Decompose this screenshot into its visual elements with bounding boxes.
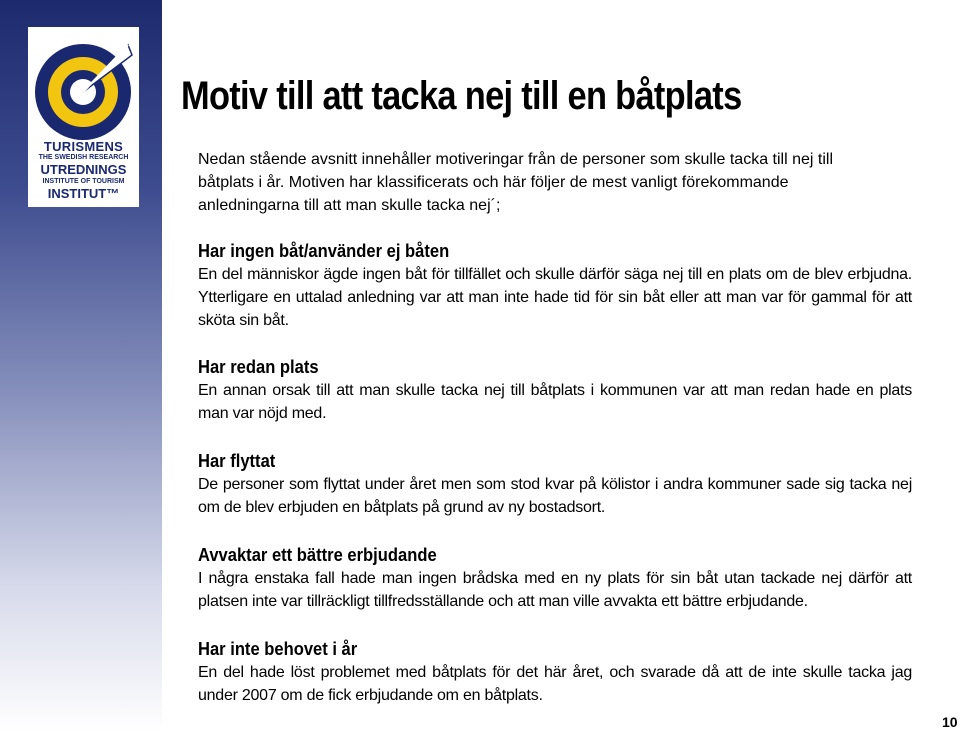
logo-text-line4: INSTITUTE OF TOURISM — [42, 178, 125, 185]
section-text: De personer som flyttat under året men som stod kvar på kölistor i andra kommuner sade sig tacka nej om de blev erbjuden en båtplats på grund av ny bostadsort. — [198, 476, 912, 516]
section-heading: Har redan plats — [198, 357, 319, 377]
page-title: Motiv till att tacka nej till en båtplats — [181, 74, 742, 118]
section-text: I några enstaka fall hade man ingen brådska med en ny plats för sin båt utan tackade nej därför att platsen inte var tillräckligt tillfredsställande och att man ville avvakta ett bättre erbjudande. — [198, 570, 912, 610]
page-number: 10 — [942, 714, 958, 730]
intro-paragraph: Nedan stående avsnitt innehåller motiveringar från de personer som skulle tacka till nej till båtplats i år. Motiven har klassificerats och här följer de mest vanligt förekommande anledningarna till att man skulle tacka nej´; — [198, 151, 833, 214]
reason-section — [198, 543, 912, 613]
section-heading: Avvaktar ett bättre erbjudande — [198, 545, 437, 565]
section-heading: Har ingen båt/använder ej båten — [198, 241, 450, 261]
logo-text-line3: UTREDNINGS — [40, 162, 127, 177]
section-text: En del människor ägde ingen båt för tillfället och skulle därför säga nej till en plats om de blev erbjudna. Ytterligare en uttalad anledning var att man inte hade tid för sin båt eller att man var för gammal för att sköta sin båt. — [198, 266, 912, 329]
section-heading: Har flyttat — [198, 451, 276, 471]
compass-logo-icon — [28, 27, 139, 145]
reason-section — [198, 637, 912, 707]
reasons-list — [198, 239, 912, 731]
reason-section — [198, 239, 912, 332]
section-text: En del hade löst problemet med båtplats för det här året, och svarade då att de inte skulle tacka jag under 2007 om de fick erbjudande om en båtplats. — [198, 664, 912, 704]
logo-text-line5: INSTITUT™ — [47, 186, 120, 201]
reason-section — [198, 449, 912, 519]
logo — [28, 27, 139, 207]
section-heading: Har inte behovet i år — [198, 639, 358, 659]
logo-text-line1: TURISMENS — [43, 139, 124, 154]
section-text: En annan orsak till att man skulle tacka nej till båtplats i kommunen var att man redan hade en plats man var nöjd med. — [198, 382, 912, 422]
logo-text-line2: THE SWEDISH RESEARCH — [38, 154, 129, 161]
reason-section — [198, 355, 912, 425]
